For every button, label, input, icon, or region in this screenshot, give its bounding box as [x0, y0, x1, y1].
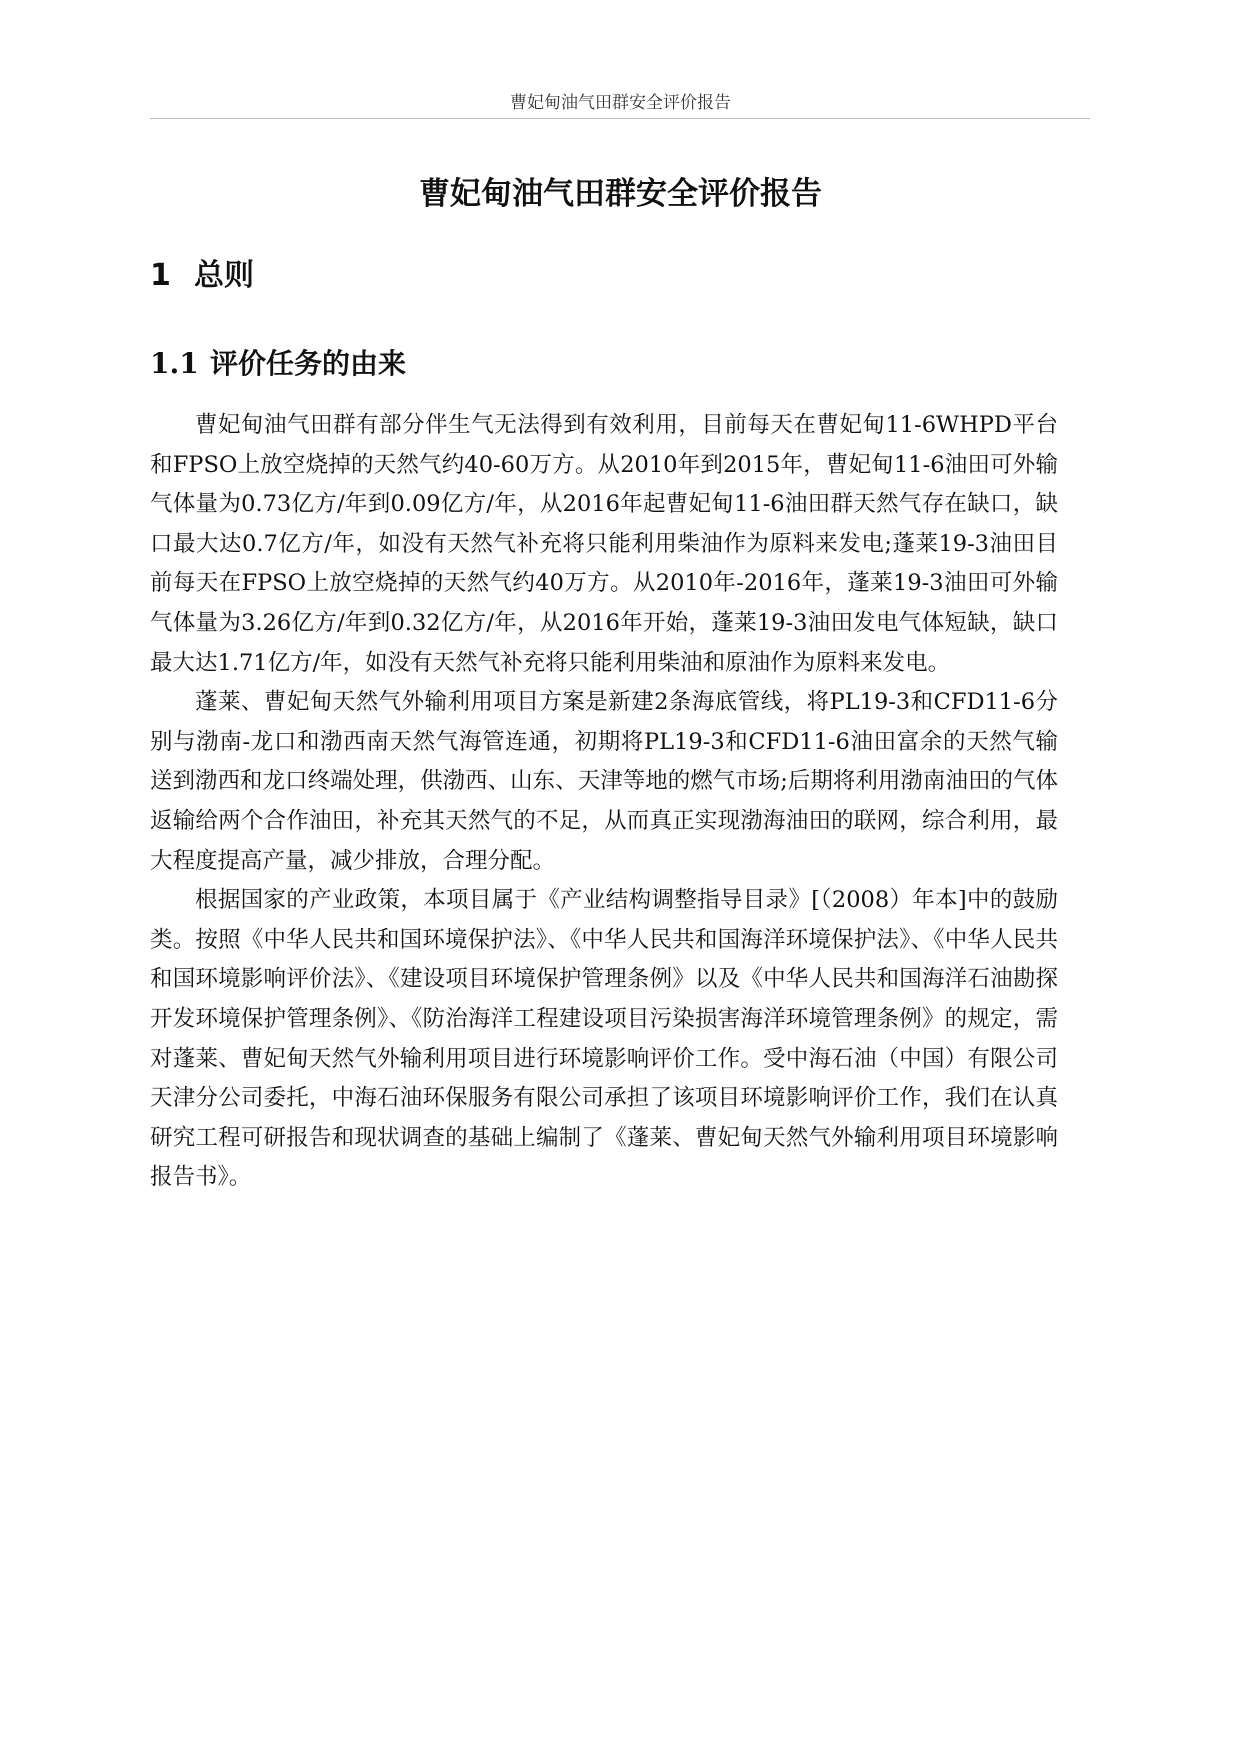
- body-text: [150, 406, 1058, 1198]
- subsection-number: 1.1: [150, 347, 199, 380]
- paragraph-3: 根据国家的产业政策，本项目属于《产业结构调整指导目录》[（2008）年本]中的鼓励类。按照《中华人民共和国环境保护法》、《中华人民共和国海洋环境保护法》、《中华人民共和国环境影响评价法》、《建设项目环境保护管理条例》以及《中华人民共和国海洋石油勘探开发环境保护管理条例》、《防治海洋工程建设项目污染损害海洋环境管理条例》的规定，需对蓬莱、曹妃甸天然气外输利用项目进行环境影响评价工作。受中海石油（中国）有限公司天津分公司委托，中海石油环保服务有限公司承担了该项目环境影响评价工作，我们在认真研究工程可研报告和现状调查的基础上编制了《蓬莱、曹妃甸天然气外输利用项目环境影响报告书》。: [150, 887, 1058, 1191]
- header-rule: [150, 118, 1090, 119]
- running-header: 曹妃甸油气田群安全评价报告: [510, 93, 731, 113]
- paragraph-2: 蓬莱、曹妃甸天然气外输利用项目方案是新建2条海底管线，将PL19-3和CFD11-6分别与渤南-龙口和渤西南天然气海管连通，初期将PL19-3和CFD11-6油田富余的天然气输送到渤西和龙口终端处理，供渤西、山东、天津等地的燃气市场;后期将利用渤南油田的气体返输给两个合作油田，补充其天然气的不足，从而真正实现渤海油田的联网，综合利用，最大程度提高产量，减少排放，合理分配。: [150, 689, 1058, 874]
- section-heading: [150, 250, 254, 294]
- subsection-heading: [150, 342, 406, 382]
- section-number: 1: [150, 258, 171, 293]
- document-title: 曹妃甸油气田群安全评价报告: [419, 176, 822, 212]
- section-title: 总则: [194, 258, 254, 293]
- subsection-title: 评价任务的由来: [210, 347, 407, 380]
- paragraph-1: 曹妃甸油气田群有部分伴生气无法得到有效利用，目前每天在曹妃甸11-6WHPD平台和FPSO上放空烧掉的天然气约40-60万方。从2010年到2015年，曹妃甸11-6油田可外输气体量为0.73亿方/年到0.09亿方/年，从2016年起曹妃甸11-6油田群天然气存在缺口，缺口最大达0.7亿方/年，如没有天然气补充将只能利用柴油作为原料来发电;蓬莱19-3油田目前每天在FPSO上放空烧掉的天然气约40万方。从2010年-2016年，蓬莱19-3油田可外输气体量为3.26亿方/年到0.32亿方/年，从2016年开始，蓬莱19-3油田发电气体短缺，缺口最大达1.71亿方/年，如没有天然气补充将只能利用柴油和原油作为原料来发电。: [150, 412, 1058, 676]
